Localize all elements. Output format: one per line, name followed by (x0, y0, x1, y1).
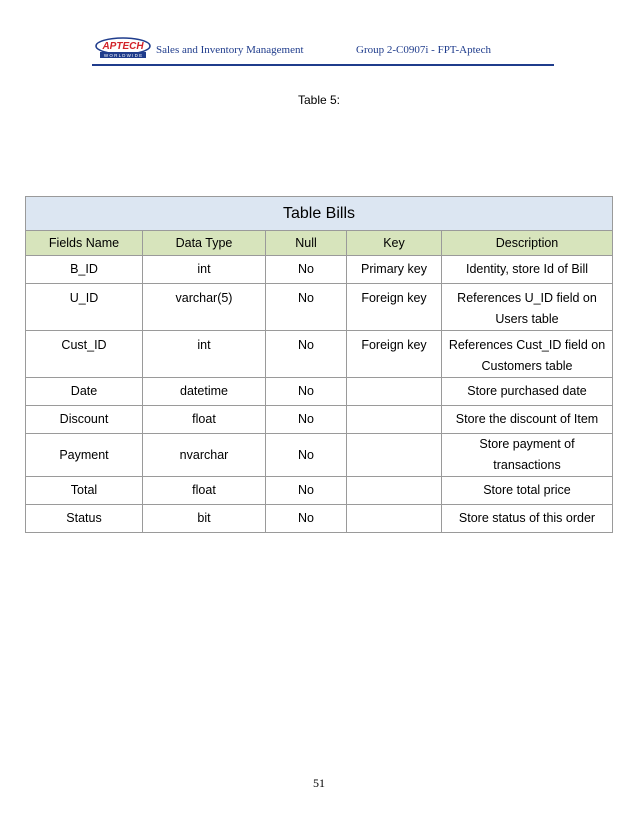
cell-key (347, 378, 442, 406)
table-row (26, 284, 613, 331)
page-header (92, 35, 554, 67)
table-row (26, 477, 613, 505)
cell-type: float (143, 406, 266, 434)
table-row (26, 434, 613, 477)
table-row (26, 406, 613, 434)
header-group: Group 2-C0907i - FPT-Aptech (356, 44, 491, 56)
cell-description: Store purchased date (442, 378, 613, 406)
cell-key (347, 505, 442, 533)
cell-key: Foreign key (347, 331, 442, 378)
column-header: Fields Name (26, 231, 143, 256)
cell-null: No (266, 477, 347, 505)
column-header: Description (442, 231, 613, 256)
cell-field: Payment (26, 434, 143, 477)
table-title: Table Bills (26, 197, 613, 231)
cell-description: Store status of this order (442, 505, 613, 533)
cell-field: Date (26, 378, 143, 406)
header-divider (92, 64, 554, 66)
cell-field: Cust_ID (26, 331, 143, 378)
cell-type: varchar(5) (143, 284, 266, 331)
cell-null: No (266, 378, 347, 406)
cell-description: Store the discount of Item (442, 406, 613, 434)
cell-description: Store total price (442, 477, 613, 505)
cell-field: B_ID (26, 256, 143, 284)
cell-null: No (266, 505, 347, 533)
cell-type: nvarchar (143, 434, 266, 477)
table-header-row (26, 231, 613, 256)
logo-subtext: W O R L D W I D E (103, 53, 143, 58)
cell-type: int (143, 256, 266, 284)
table-row (26, 331, 613, 378)
bills-table (25, 196, 613, 533)
cell-key: Foreign key (347, 284, 442, 331)
column-header: Data Type (143, 231, 266, 256)
table-caption: Table 5: (297, 93, 341, 107)
table-title-row (26, 197, 613, 231)
cell-null: No (266, 406, 347, 434)
cell-field: Total (26, 477, 143, 505)
cell-key: Primary key (347, 256, 442, 284)
cell-field: Discount (26, 406, 143, 434)
cell-type: datetime (143, 378, 266, 406)
cell-null: No (266, 331, 347, 378)
cell-type: float (143, 477, 266, 505)
cell-description: References Cust_ID field on Customers table (442, 331, 613, 378)
cell-null: No (266, 256, 347, 284)
cell-field: Status (26, 505, 143, 533)
table-row (26, 505, 613, 533)
cell-null: No (266, 284, 347, 331)
column-header: Key (347, 231, 442, 256)
table-row (26, 256, 613, 284)
table-row (26, 378, 613, 406)
header-title: Sales and Inventory Management (156, 44, 304, 56)
cell-type: bit (143, 505, 266, 533)
cell-key (347, 406, 442, 434)
cell-description: References U_ID field on Users table (442, 284, 613, 331)
cell-field: U_ID (26, 284, 143, 331)
cell-description: Identity, store Id of Bill (442, 256, 613, 284)
page-number: 51 (313, 776, 325, 790)
cell-description: Store payment of transactions (442, 434, 613, 477)
cell-type: int (143, 331, 266, 378)
aptech-logo (94, 37, 152, 59)
column-header: Null (266, 231, 347, 256)
cell-key (347, 434, 442, 477)
cell-null: No (266, 434, 347, 477)
logo-text: APTECH (102, 41, 144, 52)
cell-key (347, 477, 442, 505)
